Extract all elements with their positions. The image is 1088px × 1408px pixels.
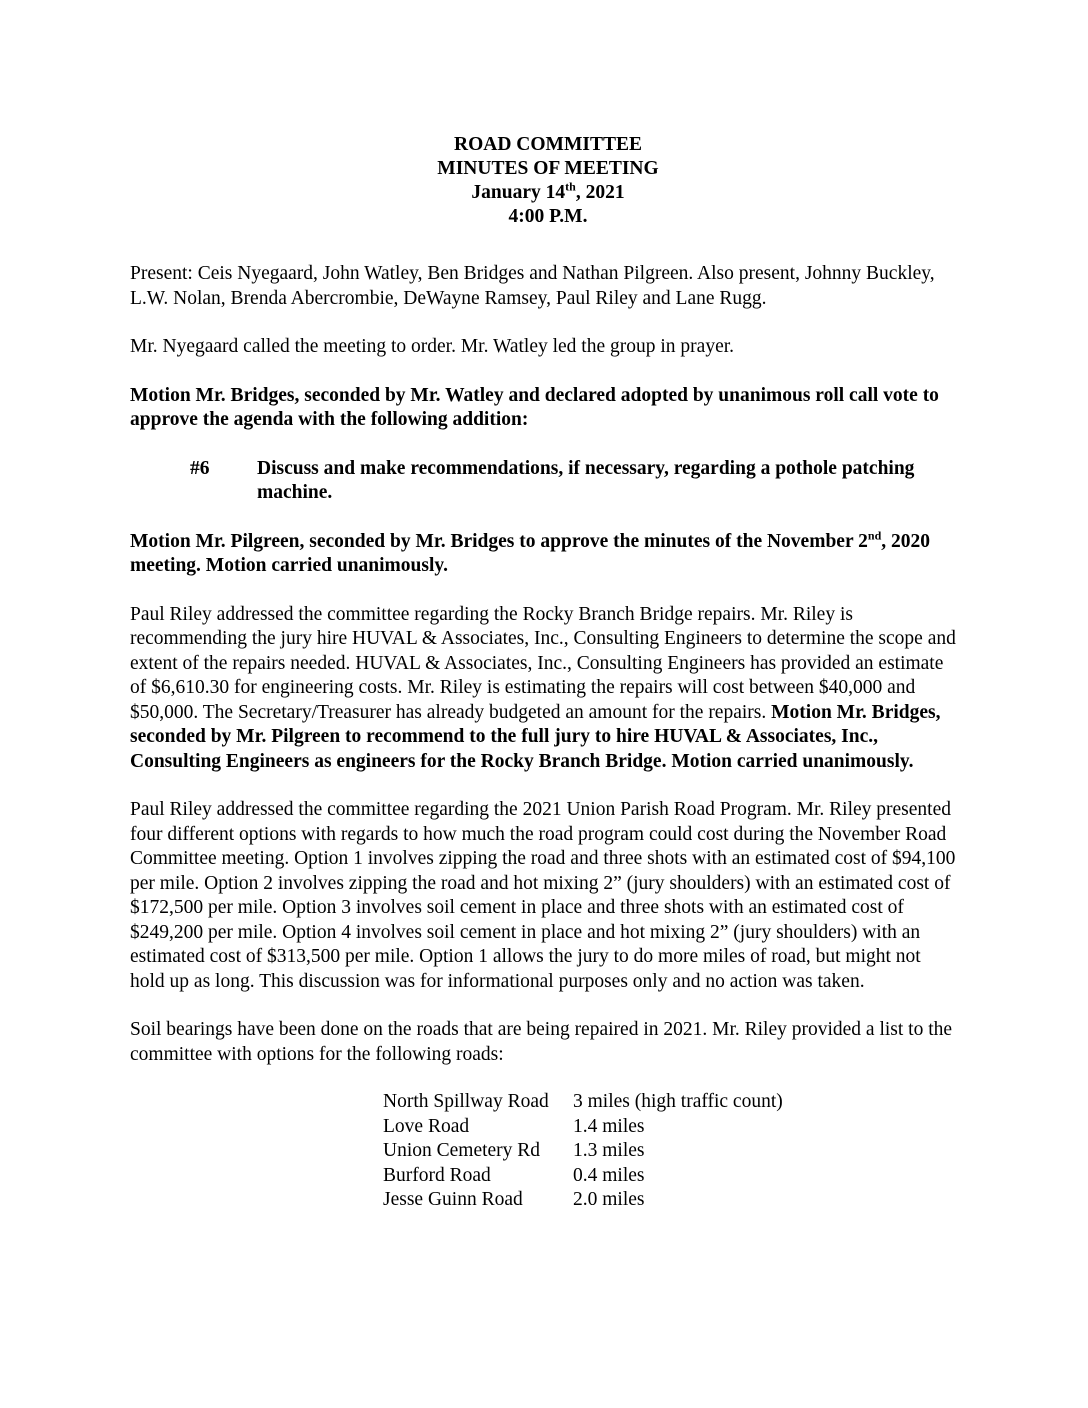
- document-title: ROAD COMMITTEE: [454, 134, 642, 155]
- agenda-addition-text: Discuss and make recommendations, if necessary, regarding a pothole patching machine.: [257, 457, 915, 503]
- meeting-time: 4:00 P.M.: [508, 206, 588, 227]
- minutes-motion-prefix: Motion Mr. Pilgreen, seconded by Mr. Bridges to approve the minutes of the November 2: [130, 530, 868, 552]
- attendance-paragraph: Present: Ceis Nyegaard, John Watley, Ben Bridges and Nathan Pilgreen. Also present, Johnny Buckley, L.W. Nolan, Brenda Abercrombie, DeWayne Ramsey, Paul Riley and Lane Rugg.: [130, 263, 935, 309]
- road-length: 1.4 miles: [573, 1115, 645, 1137]
- minutes-motion-ordinal: nd: [867, 528, 882, 542]
- table-row: [383, 1090, 783, 1115]
- road-name: North Spillway Road: [383, 1091, 549, 1112]
- bridge-repairs-paragraph: [130, 603, 960, 775]
- table-row: [383, 1139, 783, 1164]
- road-name: Burford Road: [383, 1164, 491, 1186]
- table-row: [383, 1188, 783, 1213]
- road-name: Jesse Guinn Road: [383, 1189, 523, 1210]
- agenda-addition: [190, 457, 960, 506]
- table-row: [383, 1164, 783, 1189]
- road-length: 3 miles (high traffic count): [573, 1091, 783, 1112]
- document-subtitle: MINUTES OF MEETING: [437, 158, 659, 179]
- document-header: [136, 133, 960, 229]
- soil-bearings-paragraph: Soil bearings have been done on the roads that are being repaired in 2021. Mr. Riley provided a list to the committee with options for the following roads:: [130, 1019, 953, 1065]
- meeting-date-ordinal: th: [565, 179, 576, 194]
- roads-list: [383, 1090, 783, 1213]
- road-name: Union Cemetery Rd: [383, 1140, 541, 1161]
- road-name: Love Road: [383, 1115, 470, 1137]
- agenda-addition-number: #6: [190, 457, 210, 479]
- meeting-date-prefix: January 14: [471, 182, 566, 203]
- agenda-motion: Motion Mr. Bridges, seconded by Mr. Watley and declared adopted by unanimous roll call vote to approve the agenda with the following addition:: [130, 384, 939, 430]
- road-length: 2.0 miles: [573, 1189, 645, 1210]
- bridge-repairs-text: Paul Riley addressed the committee regarding the Rocky Branch Bridge repairs. Mr. Riley is recommending the jury hire HUVAL & Associates, Inc., Consulting Engineers to determine the scope and extent of the repairs needed. HUVAL & Associates, Inc., Consulting Engineers has provided an estimate of $6,610.30 for engineering costs. Mr. Riley is estimating the repairs will cost between $40,000 and $50,000. The Secretary/Treasurer has already budgeted an amount for the repairs.: [130, 603, 956, 723]
- road-length: 1.3 miles: [573, 1140, 645, 1161]
- minutes-motion-suffix: , 2020 meeting. Motion carried unanimously.: [130, 530, 930, 576]
- meeting-date: [136, 181, 960, 205]
- call-to-order-paragraph: Mr. Nyegaard called the meeting to order. Mr. Watley led the group in prayer.: [130, 336, 735, 357]
- road-length: 0.4 miles: [573, 1164, 645, 1186]
- table-row: [383, 1115, 783, 1140]
- document-body: [130, 133, 960, 1213]
- meeting-date-suffix: , 2021: [575, 182, 625, 203]
- minutes-approval-motion: [130, 530, 960, 579]
- bridge-engineers-motion: Motion Mr. Bridges, seconded by Mr. Pilgreen to recommend to the full jury to hire HUVAL & Associates, Inc., Consulting Engineers as engineers for the Rocky Branch Bridge. Motion carried unanimously.: [130, 701, 941, 772]
- road-program-paragraph: Paul Riley addressed the committee regarding the 2021 Union Parish Road Program. Mr. Riley presented four different options with regards to how much the road program could cost during the November Road Committee meeting. Option 1 involves zipping the road and three shots with an estimated cost of $94,100 per mile. Option 2 involves zipping the road and hot mixing 2” (jury shoulders) with an estimated cost of $172,500 per mile. Option 3 involves soil cement in place and three shots with an estimated cost of $249,200 per mile. Option 4 involves soil cement in place and hot mixing 2” (jury shoulders) with an estimated cost of $313,500 per mile. Option 1 allows the jury to do more miles of road, but might not hold up as long. This discussion was for informational purposes only and no action was taken.: [130, 799, 956, 992]
